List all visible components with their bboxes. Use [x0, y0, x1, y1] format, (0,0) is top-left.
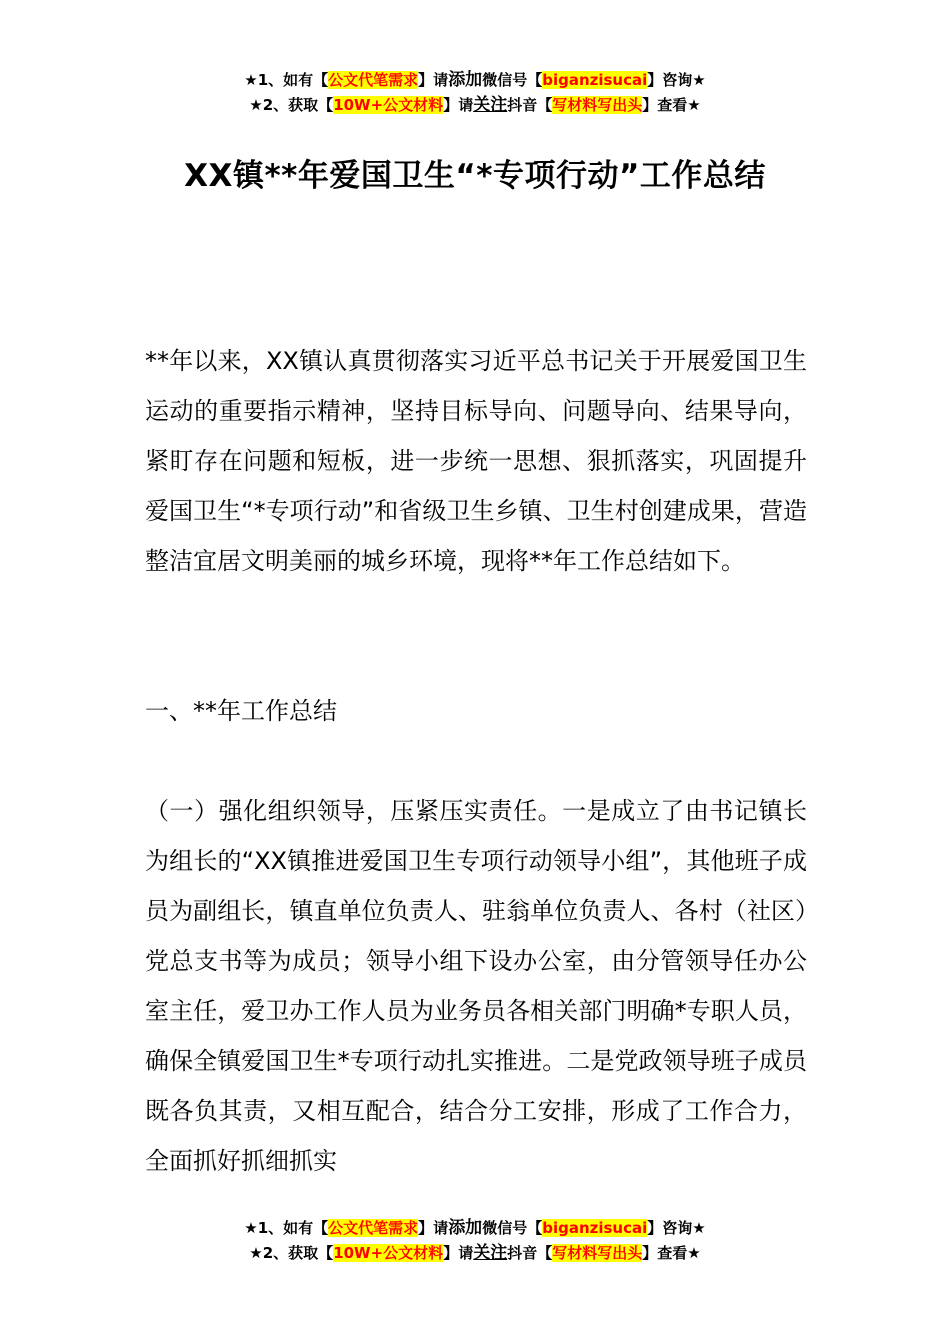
promo-text: ★2、获取【: [249, 96, 334, 114]
promo-wechat-id: biganzisucai: [542, 1219, 648, 1237]
promo-highlight: 公文代笔需求: [328, 71, 419, 89]
promo-text: 抖音【: [507, 1244, 553, 1262]
promo-emphasis: 关注: [473, 95, 508, 115]
promo-highlight: 10W+公文材料: [333, 1244, 444, 1262]
section-heading: 一、**年工作总结: [145, 697, 337, 725]
promo-text: 】请: [418, 1219, 449, 1237]
section-paragraph: （一）强化组织领导，压紧压实责任。一是成立了由书记镇长为组长的“XX镇推进爱国卫生专项行动领导小组”，其他班子成员为副组长，镇直单位负责人、驻翁单位负责人、各村（社区）党总支书等为成员；领导小组下设办公室，由分管领导任办公室主任，爱卫办工作人员为业务员各相关部门明确*专职人员，确保全镇爱国卫生*专项行动扎实推进。二是党政领导班子成员既各负其责，又相互配合，结合分工安排，形成了工作合力，全面抓好抓细抓实: [145, 797, 807, 1175]
promo-text: ★1、如有【: [244, 71, 329, 89]
promo-text: ★2、获取【: [249, 1244, 334, 1262]
promo-line-1: [0, 1216, 950, 1241]
promo-emphasis: 添加: [448, 1218, 483, 1238]
promo-wechat-id: biganzisucai: [542, 71, 648, 89]
promo-text: 】咨询★: [647, 71, 706, 89]
promo-account: 写材料写出头: [552, 1244, 643, 1262]
promo-text: 】查看★: [642, 96, 701, 114]
promo-text: 抖音【: [507, 96, 553, 114]
document-title: XX镇**年爱国卫生“*专项行动”工作总结: [184, 158, 766, 194]
promo-emphasis: 添加: [448, 70, 483, 90]
promo-banner-top: [0, 68, 950, 118]
promo-text: 】请: [418, 71, 449, 89]
promo-line-2: [0, 1241, 950, 1266]
intro-paragraph: **年以来，XX镇认真贯彻落实习近平总书记关于开展爱国卫生运动的重要指示精神，坚持目标导向、问题导向、结果导向，紧盯存在问题和短板，进一步统一思想、狠抓落实，巩固提升爱国卫生“*专项行动”和省级卫生乡镇、卫生村创建成果，营造整洁宜居文明美丽的城乡环境，现将**年工作总结如下。: [145, 347, 807, 575]
promo-text: 】请: [443, 1244, 474, 1262]
promo-text: 】查看★: [642, 1244, 701, 1262]
promo-text: 】请: [443, 96, 474, 114]
promo-line-2: [0, 93, 950, 118]
promo-text: 微信号【: [482, 71, 543, 89]
promo-emphasis: 关注: [473, 1243, 508, 1263]
promo-text: ★1、如有【: [244, 1219, 329, 1237]
promo-highlight: 公文代笔需求: [328, 1219, 419, 1237]
promo-text: 微信号【: [482, 1219, 543, 1237]
promo-line-1: [0, 68, 950, 93]
promo-text: 】咨询★: [647, 1219, 706, 1237]
promo-banner-bottom: [0, 1216, 950, 1266]
promo-highlight: 10W+公文材料: [333, 96, 444, 114]
promo-account: 写材料写出头: [552, 96, 643, 114]
